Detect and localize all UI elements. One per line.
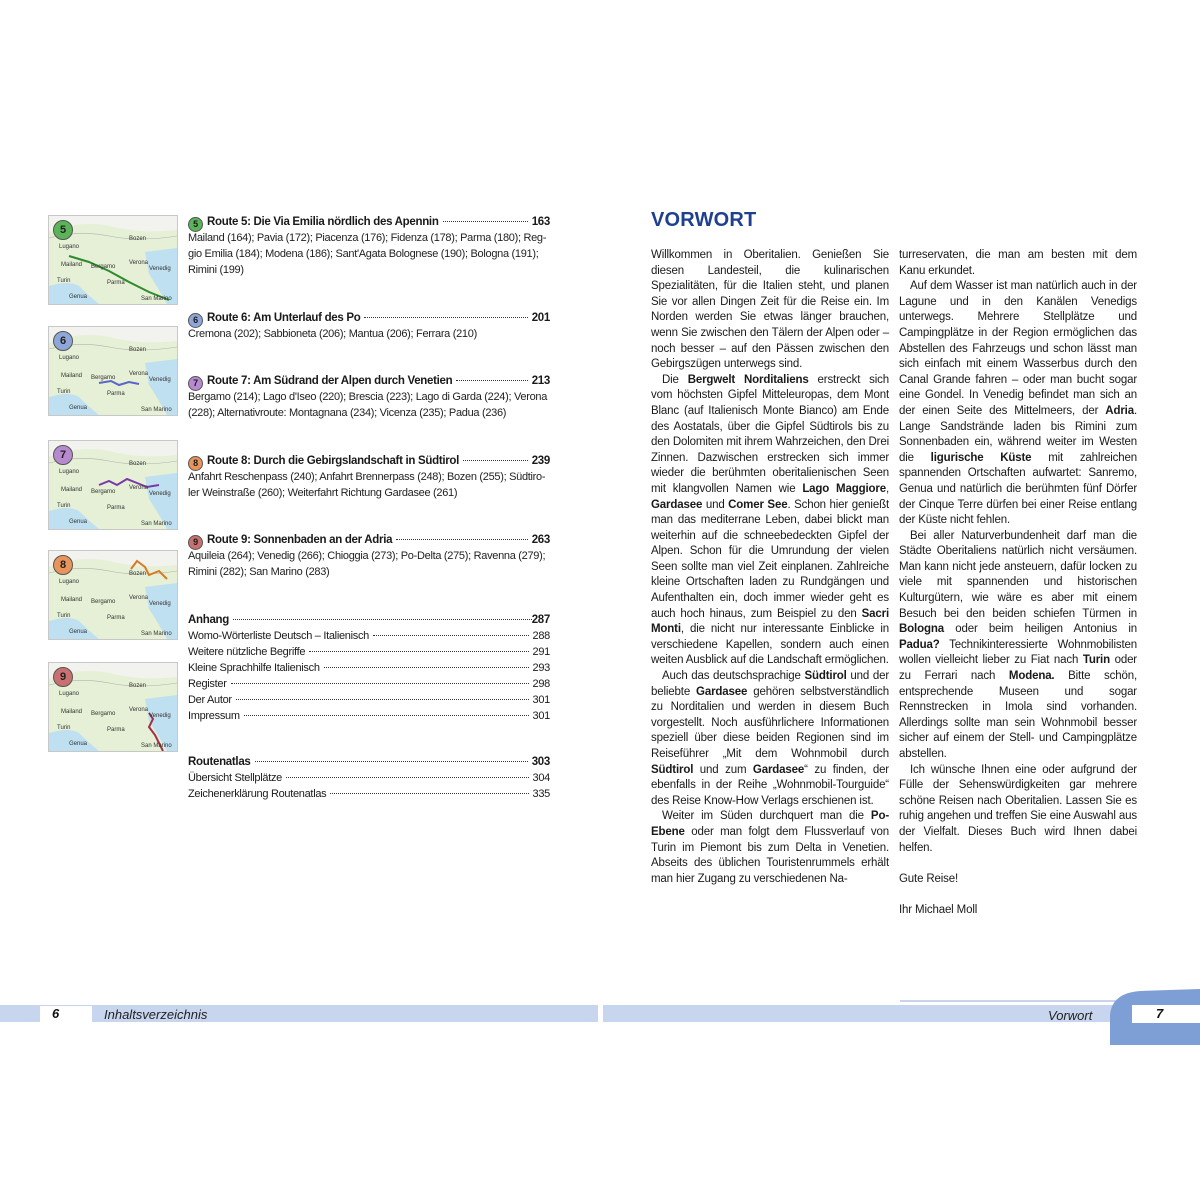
toc-entry[interactable]: [188, 644, 550, 660]
route-number-badge: 8: [53, 555, 73, 575]
entry-label: Zeichenerklärung Routenatlas: [188, 788, 327, 800]
page-number: 298: [532, 678, 550, 690]
toc-routenatlas: [188, 754, 550, 802]
highlighted-term: Südtirol: [651, 763, 694, 776]
route-number-badge: 7: [53, 445, 73, 465]
map-town-label: Turin: [57, 503, 71, 509]
map-town-label: Turin: [57, 389, 71, 395]
route-number-badge: 5: [188, 217, 203, 232]
highlighted-term: Lago Maggiore: [802, 482, 886, 495]
map-town-label: Venedig: [149, 377, 171, 383]
map-town-label: Genua: [69, 405, 88, 411]
closing-greeting: Gute Reise!: [899, 872, 959, 885]
toc-route-7[interactable]: [188, 373, 550, 421]
highlighted-term: Bologna: [899, 623, 944, 636]
toc-route-8[interactable]: [188, 453, 550, 501]
map-town-label: Lugano: [59, 469, 80, 475]
footer-section-right: Vorwort: [1048, 1008, 1093, 1023]
toc-route-9[interactable]: [188, 532, 550, 580]
leader-dots: [309, 651, 528, 652]
route-map-thumbnail[interactable]: [48, 550, 178, 640]
leader-dots: [443, 221, 528, 222]
map-town-label: Venedig: [149, 601, 171, 607]
page-number-box: [40, 1005, 92, 1023]
map-town-label: Genua: [69, 741, 88, 747]
highlighted-term: Sacri Monti: [651, 607, 889, 636]
route-number-badge: 5: [53, 220, 73, 240]
route-map-thumbnail[interactable]: [48, 440, 178, 530]
map-town-label: Mailand: [61, 487, 83, 493]
map-town-label: Verona: [129, 707, 149, 713]
map-town-label: San Marino: [141, 521, 172, 527]
map-town-label: Parma: [107, 280, 125, 286]
leader-dots: [364, 317, 527, 318]
toc-entry[interactable]: [188, 770, 550, 786]
map-town-label: Bozen: [129, 571, 147, 577]
highlighted-term: Modena.: [1008, 670, 1055, 683]
text-column-2: [899, 248, 1137, 919]
map-town-label: Verona: [129, 595, 149, 601]
map-town-label: Mailand: [61, 709, 83, 715]
route-number-badge: 9: [53, 667, 73, 687]
leader-dots: [330, 793, 528, 794]
paragraph: Willkommen in Oberitalien. Genießen Sie diesen Landesteil, die kulinarischen Spezialitäten, für die Italien steht, und planen Sie vor allen Dingen Zeit für die Reise ein. Im Norden werden Sie etwas länger brauchen, wenn Sie zwischen den Tälern der Alpen oder – noch besser – auf den Pässen zwischen den Gebirgszügen unterwegs sind.: [651, 249, 889, 371]
page-number: 288: [532, 630, 550, 642]
route-stops: Anfahrt Reschenpass (240); Anfahrt Brennerpass (248); Bozen (255); Südtiro- ler Weinstraße (260); Weiterfahrt Richtung Gardasee (261): [188, 471, 546, 499]
map-town-label: Bozen: [129, 236, 147, 242]
map-town-label: San Marino: [141, 743, 172, 749]
entry-label: Womo-Wörterliste Deutsch – Italienisch: [188, 630, 369, 642]
page-number: 163: [531, 216, 550, 228]
route-number-badge: 7: [188, 376, 203, 391]
map-town-label: Genua: [69, 294, 88, 300]
leader-dots: [324, 667, 529, 668]
highlighted-term: Po-Ebene: [651, 810, 889, 838]
paragraph: Die Bergwelt Norditaliens erstreckt sich vom höchsten Gipfel Mitteleuropas, dem Mont Blanc (auf Italienisch Monte Bianco) am Ende des Aostatals, über die Gipfel Südtirols bis zu den Dolomiten mit ihrem Wahrzeichen, den Drei Zinnen. Dazwischen erstrecken sich immer wieder die berühmten oberitalienischen Seen mit klangvollen Namen wie Lago Maggiore, Gardasee und Comer See. Schon hier genießt man das mediterrane Leben, dabei blickt man weiterhin auf die schneebedeckten Gipfel der Alpen. Schon für die Umrundung der vielen Seen sollte man viel Zeit einplanen. Zahlreiche kleine Ortschaften laden zu Rundgängen und Aufenthalten ein, doch immer wieder geht es auch hoch hinaus, zum Beispiel zu den Sacri Monti, die nicht nur interessante Einblicke in verschiedene Kapellen, sondern auch einen weiten Ausblick auf die Landschaft ermöglichen.: [651, 373, 889, 667]
map-town-label: Parma: [107, 505, 125, 511]
map-town-label: Bozen: [129, 347, 147, 353]
highlighted-term: Adria: [1105, 404, 1134, 417]
paragraph: Auch das deutschsprachige Südtirol und der beliebte Gardasee gehören selbstverständlich zu Norditalien und werden in diesem Buch vorgestellt. Noch ausführlichere Informationen speziell über diese beiden Regionen sind im Reiseführer „Mit dem Wohnmobil durch Südtirol und zum Gardasee“ zu finden, der ebenfalls in der Reihe „Wohnmobil-Tourguide“ des Reise Know-How Verlags erschienen ist.: [651, 670, 889, 807]
map-town-label: Venedig: [149, 491, 171, 497]
highlighted-term: Bergwelt Norditaliens: [687, 373, 809, 386]
page-number: 287: [531, 614, 550, 626]
map-town-label: Lugano: [59, 355, 80, 361]
section-title: Anhang: [188, 614, 229, 626]
map-town-label: Mailand: [61, 597, 83, 603]
toc-entry[interactable]: [188, 676, 550, 692]
highlighted-term: Südtirol: [804, 670, 847, 683]
section-title: Routenatlas: [188, 756, 251, 768]
page-number: 301: [532, 710, 550, 722]
toc-section-anhang[interactable]: [188, 612, 550, 628]
highlighted-term: Padua?: [899, 638, 940, 651]
page-number: 239: [531, 455, 550, 467]
highlighted-term: Gardasee: [696, 685, 748, 698]
map-town-label: Parma: [107, 727, 125, 733]
toc-entry[interactable]: [188, 692, 550, 708]
toc-entry[interactable]: [188, 660, 550, 676]
route-title: Route 7: Am Südrand der Alpen durch Venetien: [207, 375, 453, 387]
page-number-right: 7: [1156, 1006, 1164, 1021]
leader-dots: [286, 777, 529, 778]
footer-section-left: Inhaltsverzeichnis: [104, 1007, 208, 1022]
map-town-label: San Marino: [141, 631, 172, 637]
entry-label: Der Autor: [188, 694, 232, 706]
signature: Ihr Michael Moll: [899, 903, 978, 916]
route-map-thumbnail[interactable]: [48, 215, 178, 305]
leader-dots: [396, 539, 528, 540]
leader-dots: [463, 460, 528, 461]
route-title: Route 5: Die Via Emilia nördlich des Apennin: [207, 216, 439, 228]
map-town-label: Bergamo: [91, 489, 116, 495]
toc-route-6[interactable]: [188, 310, 550, 342]
map-town-label: Venedig: [149, 713, 171, 719]
route-number-badge: 9: [188, 535, 203, 550]
map-town-label: Venedig: [149, 266, 171, 272]
page-number: 293: [532, 662, 550, 674]
map-town-label: Verona: [129, 260, 149, 266]
map-town-label: Bozen: [129, 461, 147, 467]
map-town-label: San Marino: [141, 407, 172, 413]
route-title: Route 9: Sonnenbaden an der Adria: [207, 534, 393, 546]
map-town-label: Bergamo: [91, 264, 116, 270]
page-number: 263: [531, 534, 550, 546]
map-town-label: Genua: [69, 519, 88, 525]
toc-entry[interactable]: [188, 708, 550, 724]
highlighted-term: Turin: [1082, 654, 1110, 667]
page-number: 335: [532, 788, 550, 800]
map-town-label: Verona: [129, 371, 149, 377]
highlighted-term: ligurische Küste: [930, 451, 1032, 464]
page-title: VORWORT: [651, 209, 757, 231]
route-number-badge: 8: [188, 456, 203, 471]
map-town-label: Turin: [57, 613, 71, 619]
map-town-label: Bozen: [129, 683, 147, 689]
map-town-label: Bergamo: [91, 375, 116, 381]
page-number: 213: [531, 375, 550, 387]
leader-dots: [255, 761, 528, 762]
route-title: Route 8: Durch die Gebirgslandschaft in Südtirol: [207, 455, 460, 467]
route-number-badge: 6: [53, 331, 73, 351]
entry-label: Übersicht Stellplätze: [188, 772, 282, 784]
route-number-badge: 6: [188, 313, 203, 328]
map-town-label: Lugano: [59, 244, 80, 250]
paragraph: Auf dem Wasser ist man natürlich auch in der Lagune und in den Kanälen Venedigs unterwegs. Mehrere Stellplätze und Campingplätze in der Region ermöglichen das Abstellen des Fahrzeugs und schon lässt man sich einfach mit einem Wasserbus durch den Canal Grande fahren – oder man bucht sogar eine Gondel. In Venedig befindet man sich an der einen Seite des Mittelmeers, der Adria. Lange Sandstrände laden bis Rimini zum Sonnenbaden ein, während weiter im Westen die ligurische Küste mit zahlreichen spannenden Ortschaften aufwartet: Sanremo, Genua und natürlich die berühmten fünf Dörfer der Cinque Terre dürfen bei einer Reise entlang der Küste nicht fehlen.: [899, 280, 1137, 527]
toc-route-5[interactable]: [188, 214, 550, 278]
map-town-label: Bergamo: [91, 711, 116, 717]
entry-label: Kleine Sprachhilfe Italienisch: [188, 662, 320, 674]
paragraph: Bei aller Naturverbundenheit darf man die Städte Oberitaliens natürlich nicht versäumen. Man kann nicht jede ansteuern, dafür locken zu viele mit spannenden und historischen Kulturgütern, wie wäre es aber mit einem Besuch bei den beiden schiefen Türmen in Bologna oder beim heiligen Antonius in Padua? Technikinteressierte Wohnmobilisten wollen vielleicht lieber zu Fiat nach Turin oder zu Ferrari nach Modena. Bitte schön, entsprechende Museen und sogar Rennstrecken in Imola sind vorhanden. Allerdings sollte man sein Wohnmobil besser sicher auf einem der Stell- und Campingplätze abstellen.: [899, 529, 1137, 760]
toc-entry[interactable]: [188, 786, 550, 802]
entry-label: Impressum: [188, 710, 240, 722]
map-town-label: Mailand: [61, 373, 83, 379]
toc-section-routenatlas[interactable]: [188, 754, 550, 770]
page-number: 303: [531, 756, 550, 768]
map-town-label: Verona: [129, 485, 149, 491]
page-number: 291: [532, 646, 550, 658]
text-column-1: [651, 248, 889, 887]
leader-dots: [233, 619, 532, 620]
map-town-label: Bergamo: [91, 599, 116, 605]
leader-dots: [231, 683, 529, 684]
page-number-left: 6: [52, 1006, 60, 1021]
leader-dots: [373, 635, 529, 636]
entry-label: Weitere nützliche Begriffe: [188, 646, 306, 658]
map-town-label: Mailand: [61, 262, 83, 268]
map-town-label: Parma: [107, 391, 125, 397]
highlighted-term: Gardasee: [752, 763, 805, 776]
map-town-label: Turin: [57, 725, 71, 731]
route-map-thumbnail[interactable]: [48, 662, 178, 752]
map-town-label: Turin: [57, 278, 71, 284]
route-stops: Mailand (164); Pavia (172); Piacenza (176); Fidenza (178); Parma (180); Reg- gio Emilia (184); Modena (186); Sant'Agata Bolognese (190); Bologna (191); Rimini (199): [188, 232, 547, 276]
map-town-label: Parma: [107, 615, 125, 621]
paragraph: Ich wünsche Ihnen eine oder aufgrund der Fülle der Sehenswürdigkeiten gar mehrere schöne Reisen nach Oberitalien. Lassen Sie es ruhig angehen und treffen Sie eine Auswahl aus der Vielfalt. Dieses Buch wird Ihnen dabei helfen.: [899, 763, 1137, 854]
leader-dots: [244, 715, 529, 716]
leader-dots: [456, 380, 527, 381]
map-town-label: Genua: [69, 629, 88, 635]
paragraph: Weiter im Süden durchquert man die Po-Ebene oder man folgt dem Flussverlauf von Turin im Piemont bis zum Delta in Venetien. Abseits des üblichen Touristenrummels erhält man hier Zugang zu verschiedenen Na-: [651, 810, 889, 885]
highlighted-term: Comer See: [728, 498, 788, 511]
map-town-label: Lugano: [59, 691, 80, 697]
map-town-label: San Marino: [141, 296, 172, 302]
toc-anhang: [188, 612, 550, 724]
route-stops: Aquileia (264); Venedig (266); Chioggia (273); Po-Delta (275); Ravenna (279); Rimini (282); San Marino (283): [188, 550, 546, 578]
map-town-label: Lugano: [59, 579, 80, 585]
entry-label: Register: [188, 678, 227, 690]
page-number: 301: [532, 694, 550, 706]
route-stops: Cremona (202); Sabbioneta (206); Mantua (206); Ferrara (210): [188, 328, 477, 340]
highlighted-term: Gardasee: [651, 498, 703, 511]
toc-entry[interactable]: [188, 628, 550, 644]
route-title: Route 6: Am Unterlauf des Po: [207, 312, 361, 324]
route-stops: Bergamo (214); Lago d'Iseo (220); Brescia (223); Lago di Garda (224); Verona (228); Alternativroute: Montagnana (234); Vicenza (235); Padua (236): [188, 391, 548, 419]
leader-dots: [236, 699, 529, 700]
page-number: 304: [532, 772, 550, 784]
paragraph: turreservaten, die man am besten mit dem Kanu erkundet.: [899, 249, 1137, 277]
page-number: 201: [531, 312, 550, 324]
route-map-thumbnail[interactable]: [48, 326, 178, 416]
